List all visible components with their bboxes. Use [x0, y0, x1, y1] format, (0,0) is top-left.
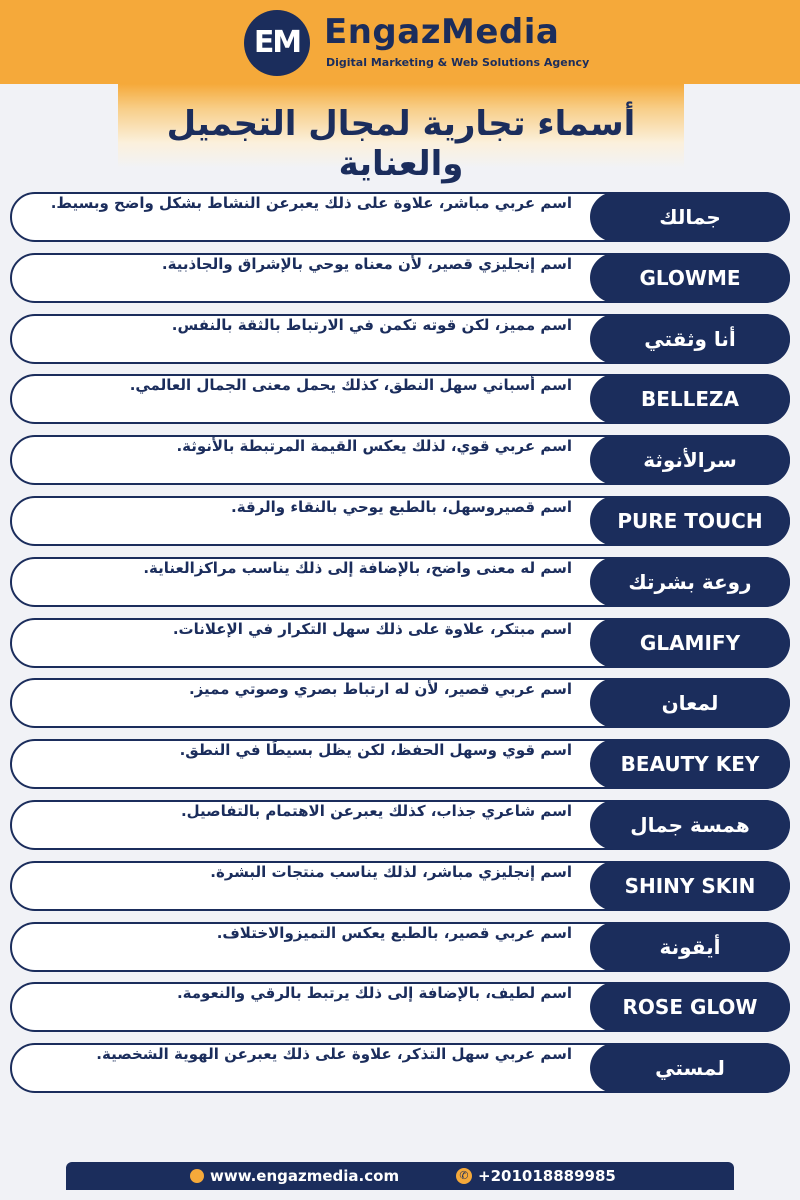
logo-mark: EM	[244, 10, 310, 76]
brand-name-pill: سرالأنوثة	[590, 435, 790, 485]
brand-description: اسم عربي سهل التذكر، علاوة على ذلك يعبرعن الهوية الشخصية.	[96, 1045, 572, 1064]
brand-tagline: Digital Marketing & Web Solutions Agency	[326, 56, 590, 69]
brand-description: اسم إنجليزي مباشر، لذلك يناسب منتجات البشرة.	[210, 862, 572, 881]
brand-name-pill: BEAUTY KEY	[590, 739, 790, 789]
brand-name: EngazMedia	[324, 12, 560, 52]
brand-description: اسم قوي وسهل الحفظ، لكن يظل بسيطًا في النطق.	[179, 741, 572, 760]
brand-name-pill: ROSE GLOW	[590, 982, 790, 1032]
brand-description: اسم مميز، لكن قوته تكمن في الارتباط بالثقة بالنفس.	[171, 315, 572, 334]
brand-description: اسم إنجليزي قصير، لأن معناه يوحي بالإشراق والجاذبية.	[161, 254, 572, 273]
website-link[interactable]	[190, 1166, 399, 1186]
brand-name-pill: PURE TOUCH	[590, 496, 790, 546]
brand-name-pill: لمستي	[590, 1043, 790, 1093]
brand-logo	[244, 6, 590, 78]
list-item	[10, 435, 790, 485]
brand-name-pill: BELLEZA	[590, 374, 790, 424]
brand-description: اسم قصيروسهل، بالطبع يوحي بالنقاء والرقة.	[231, 497, 572, 516]
list-item	[10, 253, 790, 303]
brand-name-pill: جمالك	[590, 192, 790, 242]
list-item	[10, 800, 790, 850]
website-text: www.engazmedia.com	[210, 1167, 400, 1185]
list-item	[10, 496, 790, 546]
brand-description: اسم عربي مباشر، علاوة على ذلك يعبرعن النشاط بشكل واضح وبسيط.	[50, 194, 572, 212]
brand-description: اسم عربي قوي، لذلك يعكس القيمة المرتبطة بالأنوثة.	[176, 437, 572, 456]
title-band	[118, 84, 684, 184]
list-item	[10, 739, 790, 789]
header-bar	[0, 0, 800, 84]
phone-link[interactable]	[456, 1166, 616, 1186]
brand-description: اسم عربي قصير، لأن له ارتباط بصري وصوتي مميز.	[188, 680, 572, 699]
list-item	[10, 678, 790, 728]
footer	[0, 1162, 800, 1200]
brand-name-pill: GLAMIFY	[590, 618, 790, 668]
brand-name-pill: لمعان	[590, 678, 790, 728]
brand-name-pill: همسة جمال	[590, 800, 790, 850]
page-title: أسماء تجارية لمجال التجميل والعناية	[166, 104, 636, 184]
list-item	[10, 374, 790, 424]
brand-name-pill: أنا وثقتي	[590, 314, 790, 364]
phone-icon: ✆	[456, 1168, 472, 1184]
list-item	[10, 192, 790, 242]
phone-text: +201018889985	[478, 1167, 616, 1185]
brand-name-pill: أيقونة	[590, 922, 790, 972]
list-item	[10, 557, 790, 607]
brand-description: اسم شاعري جذاب، كذلك يعبرعن الاهتمام بالتفاصيل.	[180, 801, 572, 820]
list-item	[10, 618, 790, 668]
list-item	[10, 1043, 790, 1093]
list-item	[10, 861, 790, 911]
names-list	[10, 192, 790, 1104]
brand-name-pill: روعة بشرتك	[590, 557, 790, 607]
brand-description: اسم لطيف، بالإضافة إلى ذلك يرتبط بالرقي والنعومة.	[176, 984, 572, 1003]
brand-description: اسم عربي قصير، بالطبع يعكس التميزوالاختلاف.	[216, 923, 572, 942]
brand-description: اسم له معنى واضح، بالإضافة إلى ذلك يناسب مراكزالعناية.	[143, 558, 572, 577]
footer-bar	[66, 1162, 734, 1190]
list-item	[10, 982, 790, 1032]
brand-name-pill: GLOWME	[590, 253, 790, 303]
list-item	[10, 314, 790, 364]
brand-description: اسم أسباني سهل النطق، كذلك يحمل معنى الجمال العالمي.	[129, 376, 572, 395]
list-item	[10, 922, 790, 972]
globe-icon	[190, 1169, 204, 1183]
brand-name-pill: SHINY SKIN	[590, 861, 790, 911]
brand-description: اسم مبتكر، علاوة على ذلك سهل التكرار في الإعلانات.	[172, 619, 572, 638]
